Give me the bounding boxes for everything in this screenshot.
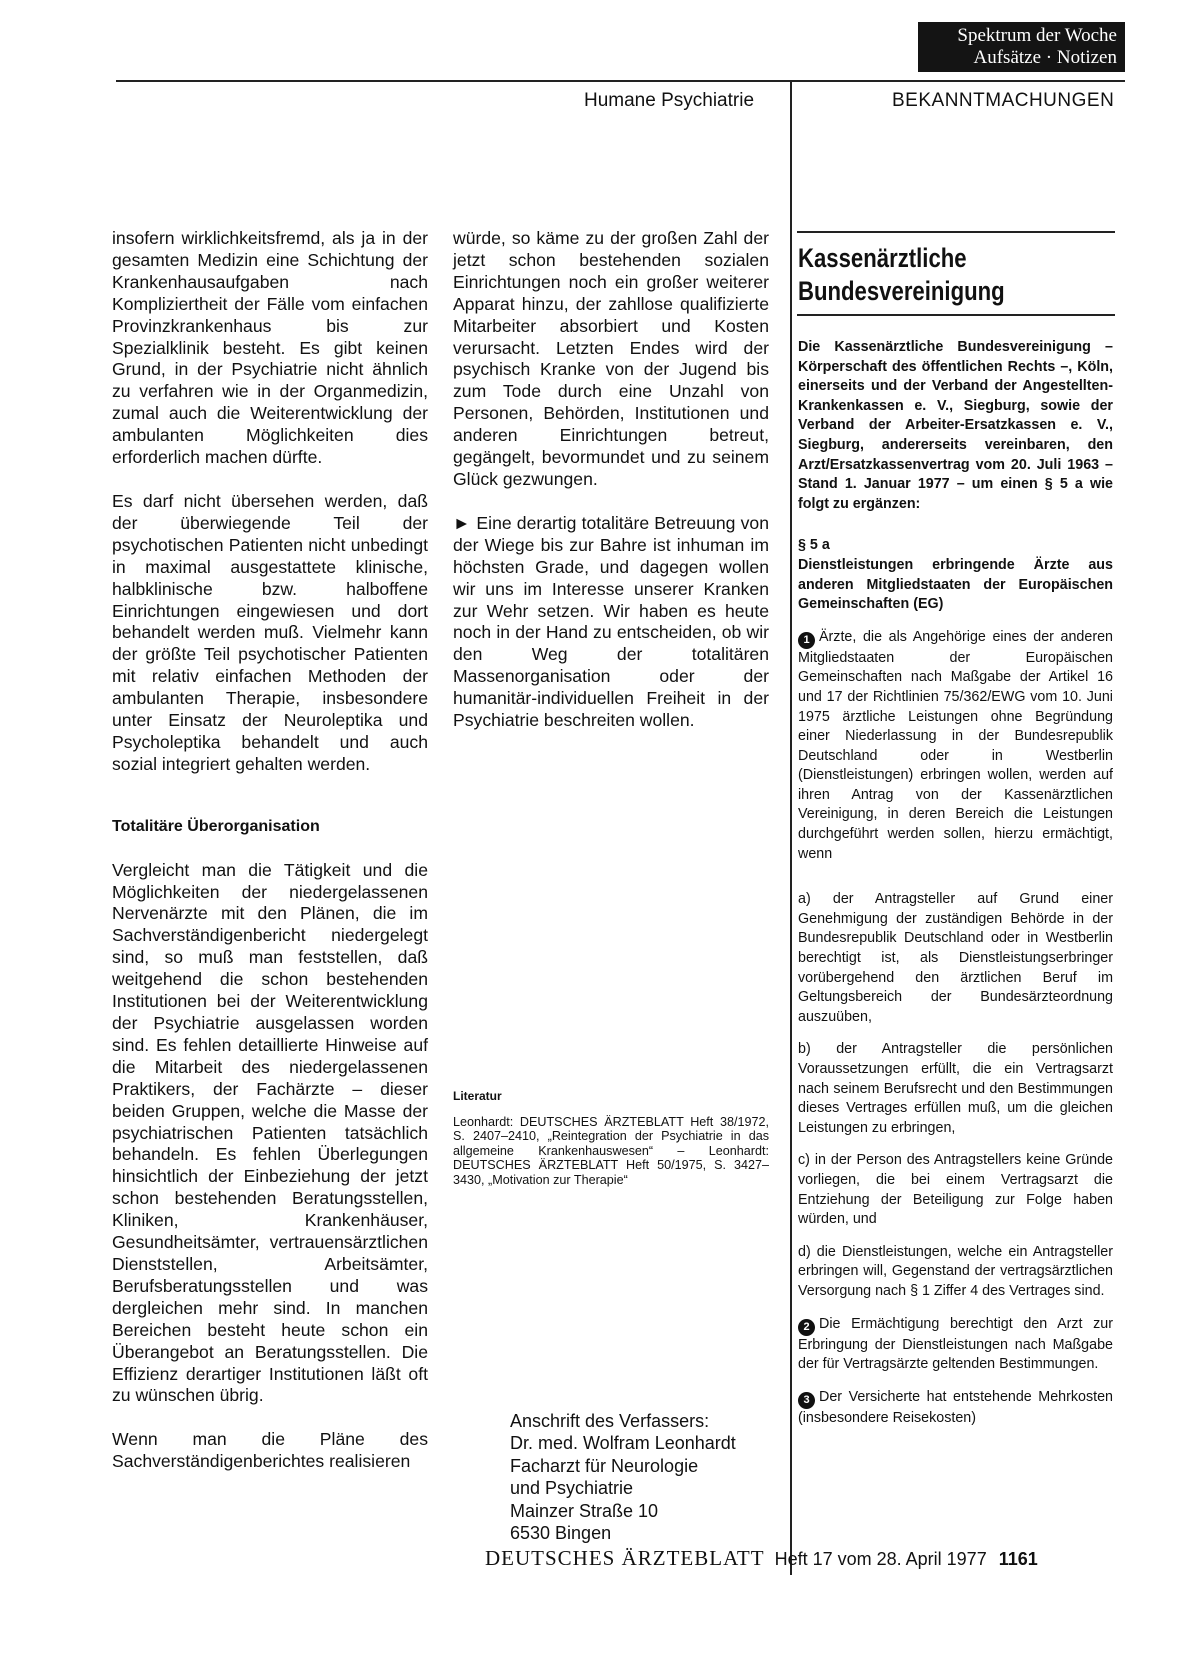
literature-heading: Literatur: [453, 1089, 502, 1103]
issue-info: Heft 17 vom 28. April 1977: [774, 1549, 987, 1569]
number-1-icon: 1: [798, 632, 815, 649]
section-heading: Totalitäre Überorganisation: [112, 817, 320, 835]
section-title: Dienstleistungen erbringende Ärzte aus anderen Mitgliedstaaten der Europäischen Gemeinschaften (EG): [798, 556, 1113, 613]
address-line: Facharzt für Neurologie: [510, 1455, 699, 1476]
literature-text: Leonhardt: DEUTSCHES ÄRZTEBLATT Heft 38/1972, S. 2407–2410, „Reintegration der Psychiatrie in das allgemeine Krankenhauswesen“ – Leonhardt: DEUTSCHES ÄRZTEBLATT Heft 50/1975, S. 3427–3430, „Motivation zur Therapie“: [453, 1114, 769, 1187]
paragraph: Wenn man die Pläne des Sachverständigenberichtes realisieren: [112, 1429, 428, 1472]
literature-block: [453, 1089, 769, 1187]
journal-name: DEUTSCHES ÄRZTEBLATT: [485, 1546, 765, 1570]
number-2-icon: 2: [798, 1319, 815, 1336]
page-number: 1161: [998, 1549, 1038, 1569]
paragraph: Es darf nicht übersehen werden, daß der überwiegende Teil der psychotischen Patienten nicht unbedingt in maximal ausgestattete klinische, halbklinische bzw. halboffene Einrichtungen eingewiesen und dort behandelt werden muß. Vielmehr kann der größte Teil psychotischer Patienten mit relativ einfachen Methoden der ambulanten Therapie, insbesondere unter Einsatz der Neuroleptika und Psycholeptika behandelt und auch sozial integriert gehalten werden.: [112, 490, 428, 774]
article-column-2: [453, 228, 769, 754]
address-line: Anschrift des Verfassers:: [510, 1411, 710, 1431]
section-number: § 5 a: [798, 537, 830, 554]
column-divider: [790, 80, 792, 1575]
paragraph: würde, so käme zu der großen Zahl der jetzt schon bestehenden sozialen Einrichtungen noch ein großer weiterer Apparat hinzu, der zahllose qualifizierte Mitarbeiter absorbiert und Kosten verursacht. Letzten Endes wird der psychisch Kranke von der Jugend bis zum Tode durch eine Unzahl von Personen, Behörden, Institutionen und anderen Einrichtungen betreut, gegängelt, bevormundet und zu seinem Glück gezwungen.: [453, 228, 769, 489]
announcement-intro: Die Kassenärztliche Bundesvereinigung – Körperschaft des öffentlichen Rechts –, Köln, einerseits und der Verband der Angestellten-Krankenkassen e. V., Siegburg, sowie der Verband der Arbeiter-Ersatzkassen e. V., Siegburg, andererseits vereinbaren, den Arzt/Ersatzkassenvertrag vom 20. Juli 1963 – Stand 1. Januar 1977 – um einen § 5 a wie folgt zu ergänzen:: [798, 339, 1113, 512]
arrow-icon: ►: [453, 512, 471, 533]
address-line: Mainzer Straße 10: [510, 1500, 659, 1521]
page-footer: [485, 1546, 1038, 1571]
article-column-1: [112, 228, 428, 1495]
badge-line-1: Spektrum der Woche: [957, 25, 1117, 46]
clause-a: a) der Antragsteller auf Grund einer Genehmigung der zuständigen Behörde in der Bundesrepublik Deutschland oder in Westberlin berechtigt ist, als Dienstleistungserbringer vorübergehend den ärztlichen Beruf im Geltungsbereich der Bundesärzteordnung auszuüben,: [798, 891, 1113, 1025]
running-head-right: BEKANNTMACHUNGEN: [892, 90, 1115, 111]
running-head-left: Humane Psychiatrie: [584, 90, 755, 111]
title-rule-bottom: [797, 314, 1115, 316]
title-line-1: Kassenärztliche: [798, 243, 967, 273]
address-line: Dr. med. Wolfram Leonhardt: [510, 1433, 736, 1454]
number-3-icon: 3: [798, 1392, 815, 1409]
paragraph: insofern wirklichkeitsfremd, als ja in der gesamten Medizin eine Schichtung der Krankenhausaufgaben nach Kompliziertheit der Fälle vom einfachen Provinzkrankenhaus bis zur Spezialklinik besteht. Es gibt keinen Grund, in der Psychiatrie nicht ähnlich zu verfahren wie in der Organmedizin, zumal auch die Weiterentwicklung der ambulanten Möglichkeiten dies erforderlich machen dürfte.: [112, 228, 428, 468]
header-rule: [116, 80, 1125, 82]
announcement-title: [798, 242, 1005, 308]
paragraph: Vergleicht man die Tätigkeit und die Möglichkeiten der niedergelassenen Nervenärzte mit den Plänen, die im Sachverständigenbericht niedergelegt sind, so muß man feststellen, daß weitgehend die schon bestehenden Institutionen bei der Weiterentwicklung der Psychiatrie ausgelassen worden sind. Es fehlen detaillierte Hinweise auf die Mitarbeit des niedergelassenen Praktikers, der Fachärzte – dieser beiden Gruppen, welche die Masse der psychiatrischen Patienten tatsächlich behandeln. Es fehlen Überlegungen hinsichtlich der Einbeziehung der jetzt schon bestehenden Beratungsstellen, Kliniken, Krankenhäuser, Gesundheitsämter, vertrauensärztlichen Dienststellen, Arbeitsämter, Berufsberatungsstellen und was dergleichen mehr sind. In manchen Bereichen besteht heute schon ein Überangebot an Beratungsstellen. Die Effizienz derartiger Institutionen läßt oft zu wünschen übrig.: [112, 859, 428, 1406]
title-rule-top: [797, 231, 1115, 233]
address-line: 6530 Bingen: [510, 1523, 612, 1544]
paragraph: ► Eine derartig totalitäre Betreuung von der Wiege bis zur Bahre ist inhuman im höchsten Grade, und dagegen wollen wir uns im Interesse unserer Kranken zur Wehr setzen. Wir haben es heute noch in der Hand zu entscheiden, ob wir den Weg der totalitären Massenorganisation oder der humanitär-individuellen Freiheit in der Psychiatrie beschreiten wollen.: [453, 512, 769, 731]
announcement-column: Die Kassenärztliche Bundesvereinigung – Körperschaft des öffentlichen Rechts –, Köln, einerseits und der Verband der Angestellten-Krankenkassen e. V., Siegburg, sowie der Verband der Arbeiter-Ersatzkassen e. V., Siegburg, andererseits vereinbaren, den Arzt/Ersatzkassenvertrag vom 20. Juli 1963 – Stand 1. Januar 1977 – um einen § 5 a wie folgt zu ergänzen: § 5 a Dienstleistungen erbringende Ärzte aus anderen Mitgliedstaaten der Europäischen Gemeinschaften (EG) 1 Ärzte, die als Angehörige eines der anderen Mitgliedstaaten der Europäischen Gemeinschaften nach Maßgabe der Artikel 16 und 17 der Richtlinien 75/362/EWG vom 10. Juni 1975 ärztliche Leistungen ohne Begründung einer Niederlassung in der Bundesrepublik Deutschland oder in Westberlin (Dienstleistungen) erbringen wollen, werden auf ihren Antrag von der Kassenärztlichen Vereinigung, in deren Bereich die Leistungen durchgeführt werden sollen, hierzu ermächtigt, wenn a) der Antragsteller auf Grund einer Genehmigung der zuständigen Behörde in der Bundesrepublik Deutschland oder in Westberlin berechtigt ist, als Dienstleistungserbringer vorübergehend den ärztlichen Beruf im Geltungsbereich der Bundesärzteordnung auszuüben, b) der Antragsteller die persönlichen Voraussetzungen erfüllt, die ein Vertragsarzt nach seinem Berufsrecht und den Bestimmungen dieses Vertrages erfüllen muß, um die gleichen Leistungen zu erbringen, c) in der Person des Antragstellers keine Gründe vorliegen, die bei einem Vertragsarzt die Entziehung der Beteiligung zur Folge haben würden, und d) die Dienstleistungen, welche ein Antragsteller erbringen will, Gegenstand der vertragsärztlichen Versorgung nach § 1 Ziffer 4 des Vertrages sind. 2 Die Ermächtigung berechtigt den Arzt zur Erbringung der Dienstleistungen nach Maßgabe der für Vertragsärzte geltenden Bestimmungen. 3 Der Versicherte hat entstehende Mehrkosten (insbesondere Reisekosten): [798, 339, 1113, 1426]
clause-c: c) in der Person des Antragstellers keine Gründe vorliegen, die bei einem Vertragsarzt die Entziehung der Beteiligung zur Folge haben würden, und: [798, 1152, 1113, 1228]
address-line: und Psychiatrie: [510, 1478, 634, 1499]
title-line-2: Bundesvereinigung: [798, 276, 1005, 306]
clause-b: b) der Antragsteller die persönlichen Voraussetzungen erfüllt, die ein Vertragsarzt nach seinem Berufsrecht und den Bestimmungen dieses Vertrages erfüllen muß, um die gleichen Leistungen zu erbringen,: [798, 1041, 1113, 1136]
author-address: [510, 1410, 736, 1544]
section-badge: [918, 22, 1125, 72]
clause-d: d) die Dienstleistungen, welche ein Antragsteller erbringen will, Gegenstand der vertragsärztlichen Versorgung nach § 1 Ziffer 4 des Vertrages sind.: [798, 1243, 1113, 1299]
badge-line-2: Aufsätze · Notizen: [973, 47, 1117, 68]
